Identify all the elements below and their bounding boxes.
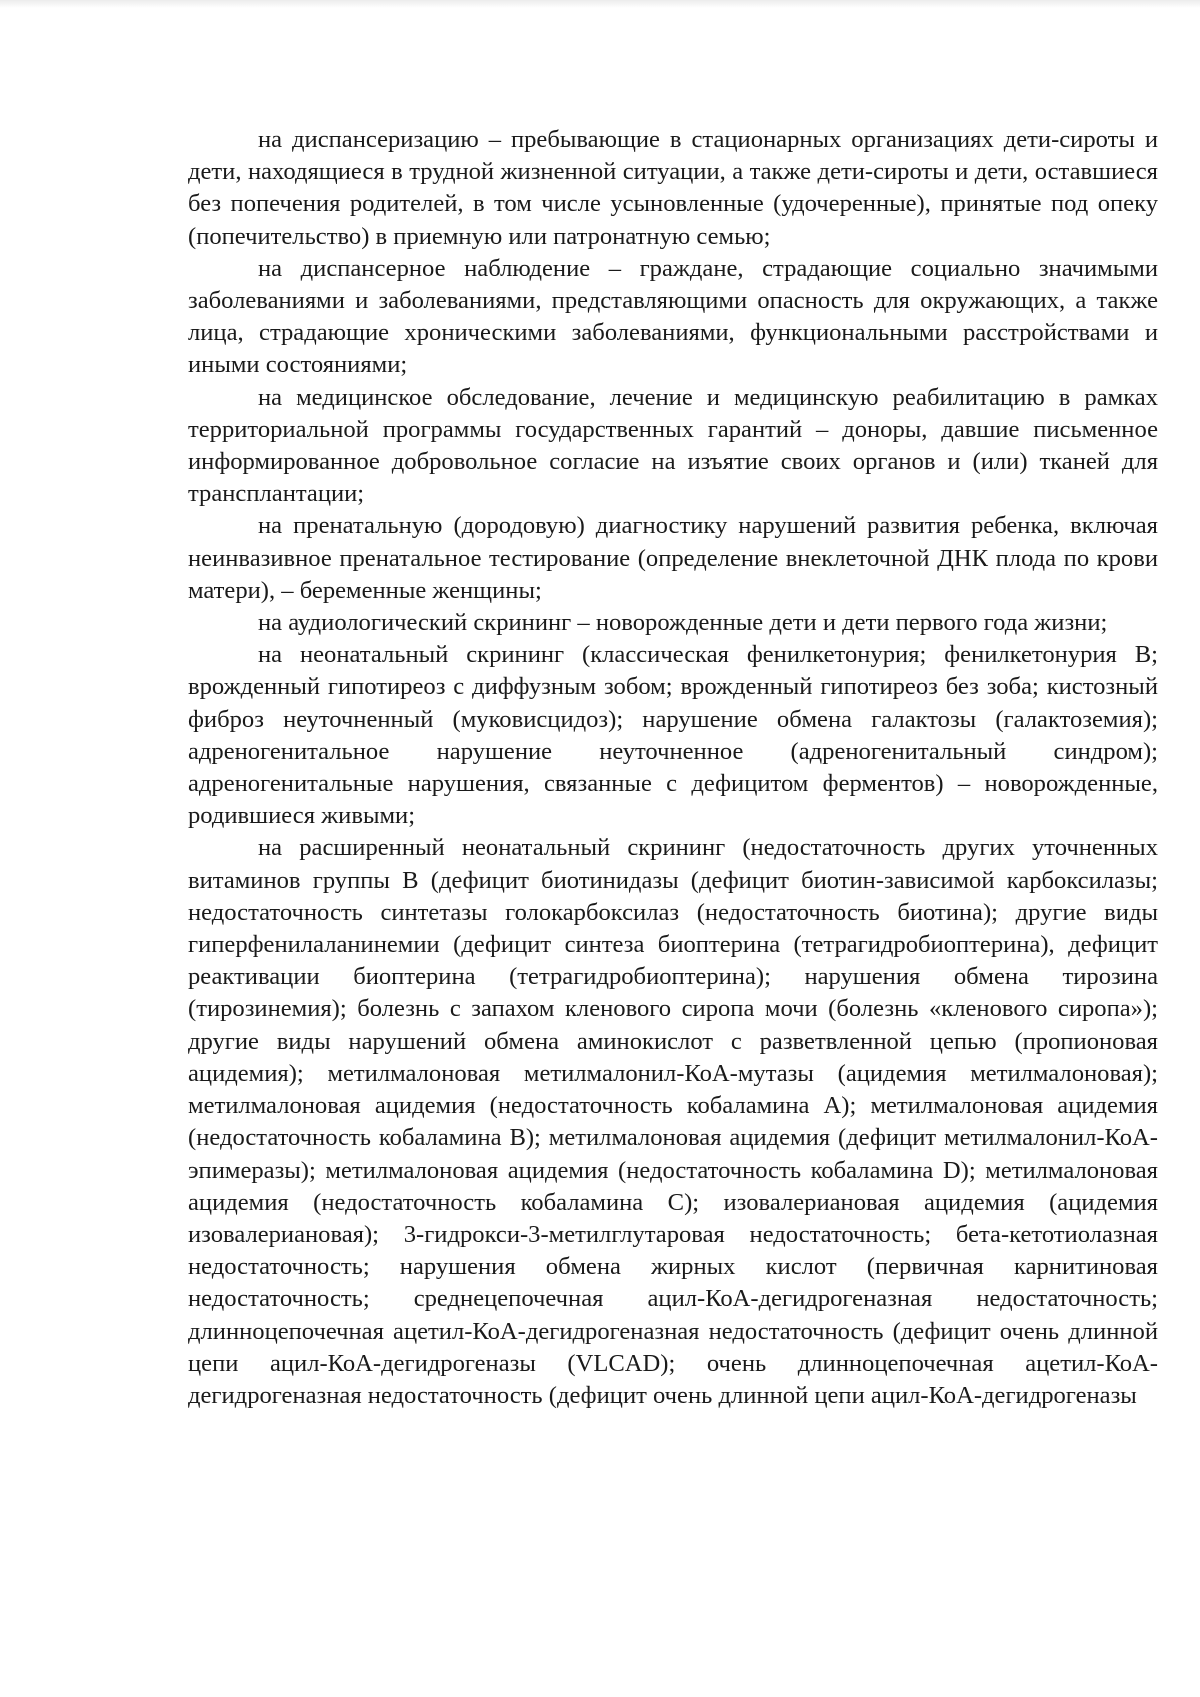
paragraph-prenatal-diagnostics: на пренатальную (дородовую) диагностику нарушений развития ребенка, включая неинвазивное пренатальное тестирование (определение внеклеточной ДНК плода по крови матери), – беременные женщины; [188, 512, 1158, 604]
paragraph-neonatal-screening: на неонатальный скрининг (классическая фенилкетонурия; фенилкетонурия B; врожденный гипотиреоз с диффузным зобом; врожденный гипотиреоз без зоба; кистозный фиброз неуточненный (муковисцидоз); нарушение обмена галактозы (галактоземия); адреногенитальное нарушение неуточненное (адреногенитальный синдром); адреногенитальные нарушения, связанные с дефицитом ферментов) – новорожденные, родившиеся живыми; [188, 641, 1158, 830]
document-body [188, 124, 1158, 1412]
paragraph-audiological-screening: на аудиологический скрининг – новорожденные дети и дети первого года жизни; [258, 609, 1108, 637]
paragraph-dispensarization: на диспансеризацию – пребывающие в стационарных организациях дети-сироты и дети, находящиеся в трудной жизненной ситуации, а также дети-сироты и дети, оставшиеся без попечения родителей, в том числе усыновленные (удочеренные), принятые под опеку (попечительство) в приемную или патронатную семью; [188, 126, 1158, 250]
paragraph-dispensary-observation: на диспансерное наблюдение – граждане, страдающие социально значимыми заболеваниями и заболеваниями, представляющими опасность для окружающих, а также лица, страдающие хроническими заболеваниями, функциональными расстройствами и иными состояниями; [188, 254, 1158, 379]
paragraph-medical-examination-donors: на медицинское обследование, лечение и медицинскую реабилитацию в рамках территориальной программы государственных гарантий – доноры, давшие письменное информированное добровольное согласие на изъятие своих органов и (или) тканей для трансплантации; [188, 383, 1158, 508]
scan-edge [0, 0, 1200, 8]
paragraph-extended-neonatal-screening: на расширенный неонатальный скрининг (недостаточность других уточненных витаминов группы B (дефицит биотинидазы (дефицит биотин-зависимой карбоксилазы; недостаточность синтетазы голокарбоксилаз (недостаточность биотина); другие виды гиперфенилаланинемии (дефицит синтеза биоптерина (тетрагидробиоптерина), дефицит реактивации биоптерина (тетрагидробиоптерина); нарушения обмена тирозина (тирозинемия); болезнь с запахом кленового сиропа мочи (болезнь «кленового сиропа»); другие виды нарушений обмена аминокислот с разветвленной цепью (пропионовая ацидемия); метилмалоновая метилмалонил-КоА-мутазы (ацидемия метилмалоновая); метилмалоновая ацидемия (недостаточность кобаламина A); метилмалоновая ацидемия (недостаточность кобаламина B); метилмалоновая ацидемия (дефицит метилмалонил-КоА-эпимеразы); метилмалоновая ацидемия (недостаточность кобаламина D); метилмалоновая ацидемия (недостаточность кобаламина C); изовалериановая ацидемия (ацидемия изовалериановая); 3-гидрокси-3-метилглутаровая недостаточность; бета-кетотиолазная недостаточность; нарушения обмена жирных кислот (первичная карнитиновая недостаточность; среднецепочечная ацил-КоА-дегидрогеназная недостаточность; длинноцепочечная ацетил-КоА-дегидрогеназная недостаточность (дефицит очень длинной цепи ацил-КоА-дегидрогеназы (VLCAD); очень длинноцепочечная ацетил-КоА-дегидрогеназная недостаточность (дефицит очень длинной цепи ацил-КоА-дегидрогеназы [188, 834, 1158, 1409]
